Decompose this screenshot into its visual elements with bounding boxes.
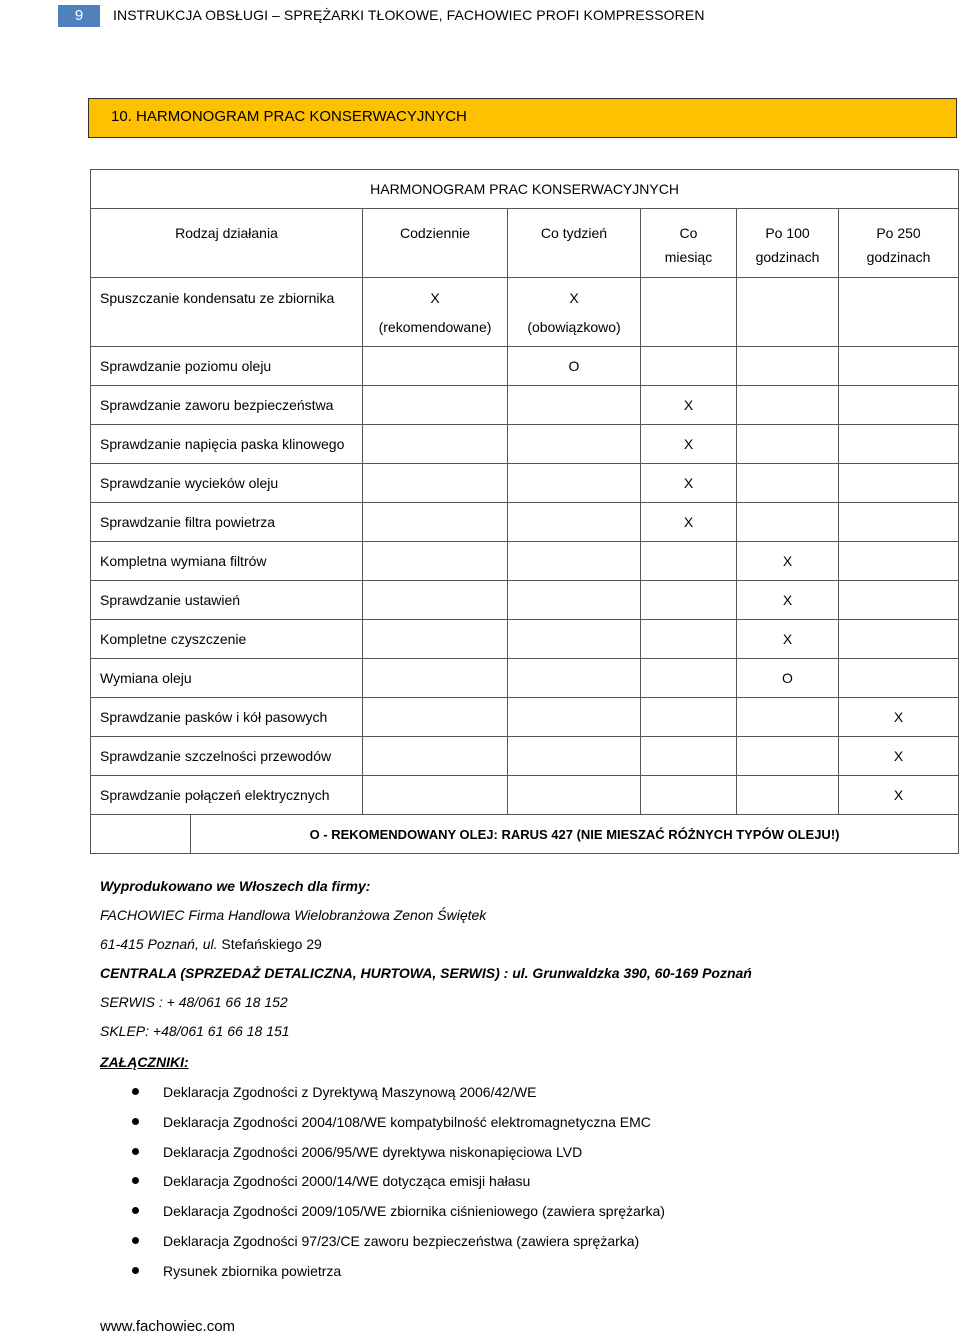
cell-250h: X bbox=[839, 776, 959, 815]
cell-weekly bbox=[508, 542, 641, 581]
cell-monthly: X bbox=[641, 425, 737, 464]
central-office bbox=[100, 965, 752, 981]
col-header-100h: Po 100 godzinach bbox=[737, 209, 839, 278]
row-label: Kompletna wymiana filtrów bbox=[91, 542, 363, 581]
table-row bbox=[91, 620, 959, 659]
row-label: Sprawdzanie połączeń elektrycznych bbox=[91, 776, 363, 815]
cell-monthly bbox=[641, 659, 737, 698]
cell-monthly bbox=[641, 737, 737, 776]
address-part-b: Stefańskiego 29 bbox=[217, 936, 322, 952]
attachments-list bbox=[132, 1082, 665, 1291]
cell-daily bbox=[363, 425, 508, 464]
cell-monthly bbox=[641, 698, 737, 737]
cell-250h bbox=[839, 425, 959, 464]
bullet-icon bbox=[132, 1088, 139, 1095]
col-header-weekly: Co tydzień bbox=[508, 209, 641, 278]
bullet-icon bbox=[132, 1267, 139, 1274]
cell-100h bbox=[737, 698, 839, 737]
bullet-icon bbox=[132, 1177, 139, 1184]
section-heading bbox=[88, 98, 957, 138]
list-item: Deklaracja Zgodności 2009/105/WE zbiornika ciśnieniowego (zawiera sprężarka) bbox=[132, 1201, 665, 1231]
cell-250h: X bbox=[839, 737, 959, 776]
cell-250h bbox=[839, 659, 959, 698]
bullet-icon bbox=[132, 1148, 139, 1155]
table-header-row bbox=[91, 209, 959, 278]
company-address bbox=[100, 936, 322, 952]
maintenance-schedule-table bbox=[90, 169, 959, 854]
cell-weekly bbox=[508, 659, 641, 698]
cell-weekly bbox=[508, 737, 641, 776]
cell-daily bbox=[363, 464, 508, 503]
cell-monthly bbox=[641, 347, 737, 386]
list-item: Rysunek zbiornika powietrza bbox=[132, 1261, 665, 1291]
cell-daily bbox=[363, 542, 508, 581]
cell-100h bbox=[737, 464, 839, 503]
table-note-row bbox=[91, 815, 959, 854]
cell-daily bbox=[363, 776, 508, 815]
cell-100h bbox=[737, 278, 839, 347]
col-header-monthly: Co miesiąc bbox=[641, 209, 737, 278]
cell-100h bbox=[737, 425, 839, 464]
cell-250h bbox=[839, 464, 959, 503]
cell-weekly bbox=[508, 464, 641, 503]
row-label: Spuszczanie kondensatu ze zbiornika bbox=[91, 278, 363, 347]
cell-monthly bbox=[641, 278, 737, 347]
table-row bbox=[91, 278, 959, 347]
cell-monthly bbox=[641, 620, 737, 659]
cell-weekly bbox=[508, 620, 641, 659]
row-label: Kompletne czyszczenie bbox=[91, 620, 363, 659]
cell-100h bbox=[737, 347, 839, 386]
footer-website[interactable]: www.fachowiec.com bbox=[100, 1318, 236, 1335]
cell-daily bbox=[363, 737, 508, 776]
table-row bbox=[91, 776, 959, 815]
list-item: Deklaracja Zgodności 97/23/CE zaworu bezpieczeństwa (zawiera sprężarka) bbox=[132, 1231, 665, 1261]
cell-monthly: X bbox=[641, 386, 737, 425]
company-name: FACHOWIEC Firma Handlowa Wielobranżowa Zenon Świętek bbox=[100, 907, 487, 923]
made-for-label: Wyprodukowano we Włoszech dla firmy: bbox=[100, 878, 371, 894]
page-number: 9 bbox=[58, 5, 100, 27]
cell-250h bbox=[839, 347, 959, 386]
cell-100h: X bbox=[737, 581, 839, 620]
bullet-icon bbox=[132, 1237, 139, 1244]
cell-250h: X bbox=[839, 698, 959, 737]
cell-daily: X (rekomendowane) bbox=[363, 278, 508, 347]
table-row bbox=[91, 425, 959, 464]
list-item: Deklaracja Zgodności z Dyrektywą Maszynową 2006/42/WE bbox=[132, 1082, 665, 1112]
table-row bbox=[91, 698, 959, 737]
table-title: HARMONOGRAM PRAC KONSERWACYJNYCH bbox=[91, 170, 959, 209]
row-label: Sprawdzanie pasków i kół pasowych bbox=[91, 698, 363, 737]
oil-note: O - REKOMENDOWANY OLEJ: RARUS 427 (NIE MIESZAĆ RÓŻNYCH TYPÓW OLEJU!) bbox=[191, 815, 959, 854]
cell-monthly: X bbox=[641, 503, 737, 542]
table-row bbox=[91, 737, 959, 776]
cell-weekly bbox=[508, 503, 641, 542]
cell-daily bbox=[363, 620, 508, 659]
list-item: Deklaracja Zgodności 2004/108/WE kompatybilność elektromagnetyczna EMC bbox=[132, 1112, 665, 1142]
cell-weekly bbox=[508, 581, 641, 620]
table-row bbox=[91, 464, 959, 503]
row-label: Sprawdzanie napięcia paska klinowego bbox=[91, 425, 363, 464]
cell-monthly bbox=[641, 776, 737, 815]
row-label: Sprawdzanie wycieków oleju bbox=[91, 464, 363, 503]
page-header bbox=[0, 0, 960, 34]
cell-250h bbox=[839, 278, 959, 347]
row-label: Wymiana oleju bbox=[91, 659, 363, 698]
service-phone: SERWIS : + 48/061 66 18 152 bbox=[100, 994, 288, 1010]
cell-daily bbox=[363, 698, 508, 737]
cell-100h bbox=[737, 386, 839, 425]
cell-250h bbox=[839, 620, 959, 659]
cell-250h bbox=[839, 386, 959, 425]
central-part-a: CENTRALA (SPRZEDAŻ DETALICZNA, HURTOWA, SERWIS) : ul. bbox=[100, 965, 529, 981]
cell-100h bbox=[737, 776, 839, 815]
table-title-row bbox=[91, 170, 959, 209]
cell-daily bbox=[363, 659, 508, 698]
cell-250h bbox=[839, 581, 959, 620]
row-label: Sprawdzanie szczelności przewodów bbox=[91, 737, 363, 776]
cell-monthly bbox=[641, 581, 737, 620]
table-row bbox=[91, 581, 959, 620]
cell-weekly bbox=[508, 425, 641, 464]
cell-100h: X bbox=[737, 620, 839, 659]
central-part-b: Grunwaldzka 390, 60-169 Poznań bbox=[528, 965, 752, 981]
table-row bbox=[91, 386, 959, 425]
col-header-daily: Codziennie bbox=[363, 209, 508, 278]
cell-100h bbox=[737, 503, 839, 542]
attachments-title: ZAŁĄCZNIKI: bbox=[100, 1054, 189, 1070]
cell-monthly: X bbox=[641, 464, 737, 503]
cell-weekly: X (obowiązkowo) bbox=[508, 278, 641, 347]
cell-daily bbox=[363, 347, 508, 386]
section-title: 10. HARMONOGRAM PRAC KONSERWACYJNYCH bbox=[111, 108, 467, 125]
cell-weekly bbox=[508, 386, 641, 425]
row-label: Sprawdzanie poziomu oleju bbox=[91, 347, 363, 386]
table-row bbox=[91, 503, 959, 542]
cell-weekly bbox=[508, 698, 641, 737]
cell-weekly bbox=[508, 776, 641, 815]
col-header-action: Rodzaj działania bbox=[91, 209, 363, 278]
cell-monthly bbox=[641, 542, 737, 581]
list-item: Deklaracja Zgodności 2000/14/WE dotycząca emisji hałasu bbox=[132, 1171, 665, 1201]
bullet-icon bbox=[132, 1207, 139, 1214]
table-row bbox=[91, 542, 959, 581]
row-label: Sprawdzanie ustawień bbox=[91, 581, 363, 620]
cell-250h bbox=[839, 542, 959, 581]
table-row bbox=[91, 347, 959, 386]
cell-250h bbox=[839, 503, 959, 542]
cell-weekly: O bbox=[508, 347, 641, 386]
bullet-icon bbox=[132, 1118, 139, 1125]
row-label: Sprawdzanie filtra powietrza bbox=[91, 503, 363, 542]
row-label: Sprawdzanie zaworu bezpieczeństwa bbox=[91, 386, 363, 425]
cell-100h: O bbox=[737, 659, 839, 698]
list-item: Deklaracja Zgodności 2006/95/WE dyrektywa niskonapięciowa LVD bbox=[132, 1142, 665, 1172]
address-part-a: 61-415 Poznań, ul. bbox=[100, 936, 218, 952]
note-blank-cell bbox=[91, 815, 191, 854]
shop-phone: SKLEP: +48/061 61 66 18 151 bbox=[100, 1023, 290, 1039]
cell-100h bbox=[737, 737, 839, 776]
cell-100h: X bbox=[737, 542, 839, 581]
col-header-250h: Po 250 godzinach bbox=[839, 209, 959, 278]
cell-daily bbox=[363, 581, 508, 620]
document-title: INSTRUKCJA OBSŁUGI – SPRĘŻARKI TŁOKOWE, FACHOWIEC PROFI KOMPRESSOREN bbox=[113, 7, 705, 23]
cell-daily bbox=[363, 503, 508, 542]
table-row bbox=[91, 659, 959, 698]
cell-daily bbox=[363, 386, 508, 425]
